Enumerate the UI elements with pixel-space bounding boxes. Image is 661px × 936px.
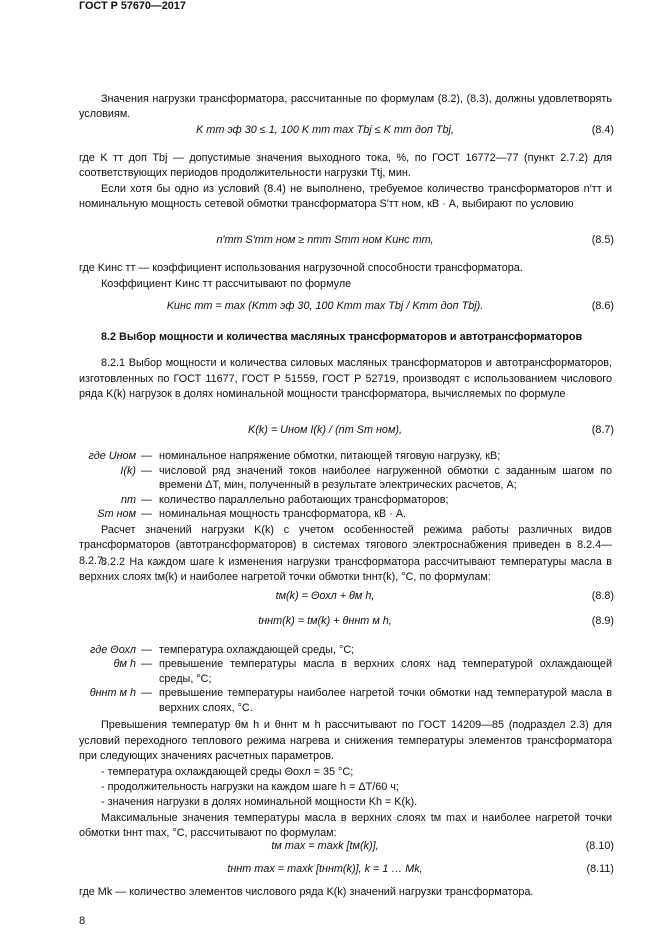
paragraph-6: 8.2.2 На каждом шаге k изменения нагрузки трансформатора рассчитывают температуры масла в верхних слоях tм(k) и наиболее нагретой точки обмотки tннт(k), °С, по формулам: xyxy=(79,555,612,583)
definition-dash: — xyxy=(141,450,152,463)
formula-8-7-number: (8.7) xyxy=(591,423,614,436)
formula-8-5: n′тт S′тт ном ≥ nтт Sтт ном Kинс тт, xyxy=(216,234,434,247)
definition-text: превышение температуры наиболее нагретой точки обмотки над температурой масла в верхних слоях, °С. xyxy=(159,687,612,714)
definition-row xyxy=(79,493,612,508)
definition-text: номинальная мощность трансформатора, кВ · А. xyxy=(159,508,407,521)
definition-dash: — xyxy=(141,658,152,671)
definition-8-4: где K тт доп Tbj — допустимые значения выходного тока, %, по ГОСТ 16772—77 (пункт 2.7.2) для соответствующих периодов продолжительности нагрузки Ttj, мин. xyxy=(79,151,612,180)
formula-8-5-number: (8.5) xyxy=(591,234,614,247)
definition-dash: — xyxy=(141,508,152,521)
formula-8-10: tм max = maxk [tм(k)], xyxy=(271,840,379,852)
formula-8-10-number: (8.10) xyxy=(585,840,614,852)
definition-row xyxy=(79,686,612,715)
definition-text: температура охлаждающей среды, °С; xyxy=(159,643,355,656)
definition-symbol: I(k) xyxy=(120,464,136,477)
paragraph-5: Расчет значений нагрузки K(k) с учетом особенностей режима работы различных видов трансформаторов (автотрансформаторов) в системах тягового электроснабжения приведен в 8.2.4—8.2.7. xyxy=(79,523,612,567)
definition-symbol: где Θохл xyxy=(90,643,136,656)
definition-dash: — xyxy=(141,493,152,506)
definition-8-5: где Kинс тт — коэффициент использования нагрузочной способности трансформатора. xyxy=(79,262,523,275)
definition-text: номинальное напряжение обмотки, питающей тяговую нагрузку, кВ; xyxy=(159,450,501,463)
definition-symbol: где Uном xyxy=(88,450,136,463)
document-header: ГОСТ Р 57670—2017 xyxy=(79,0,186,12)
definition-dash: — xyxy=(141,687,152,700)
definition-row xyxy=(79,643,612,658)
definition-row xyxy=(79,657,612,686)
definition-dash: — xyxy=(141,643,152,656)
formula-8-7: K(k) = Uном I(k) / (nт Sт ном), xyxy=(247,423,402,436)
formula-8-9: tннт(k) = tм(k) + θннт м h, xyxy=(258,615,392,628)
definitions-8-7 xyxy=(79,449,612,522)
paragraph-2: Если хотя бы одно из условий (8.4) не выполнено, требуемое количество трансформаторов n′тт и номинальную мощность сетевой обмотки трансформатора S′тт ном, кВ · А, выбирают по условию xyxy=(79,182,612,211)
formula-8-9-number: (8.9) xyxy=(591,615,614,628)
definition-row xyxy=(79,464,612,493)
formula-8-6: Kинс тт = max (Kтт эф 30, 100 Kтт max Tbj / Kтт доп Tbj). xyxy=(166,300,484,312)
paragraph-3: Коэффициент Kинс тт рассчитывают по формуле xyxy=(101,277,352,290)
bullet-item: - значения нагрузки в долях номинальной мощности Kh = K(k). xyxy=(101,796,418,809)
definition-row xyxy=(79,507,612,522)
definition-symbol: θм h xyxy=(113,658,136,671)
formula-8-11-number: (8.11) xyxy=(586,863,614,876)
definition-text: количество параллельно работающих трансформаторов; xyxy=(159,493,449,506)
paragraph-7: Превышения температур θм h и θннт м h рассчитывают по ГОСТ 14209—85 (подраздел 2.3) для условий переходного теплового режима нагрева и снижения температуры элементов трансформатора при следующих значениях расчетных параметров. xyxy=(79,719,612,763)
section-heading-8-2: 8.2 Выбор мощности и количества масляных трансформаторов и автотрансформаторов xyxy=(101,331,583,343)
definitions-8-9 xyxy=(79,643,612,716)
definition-row xyxy=(79,449,612,464)
paragraph-1: Значения нагрузки трансформатора, рассчитанные по формулам (8.2), (8.3), должны удовлетворять условиям. xyxy=(79,92,612,121)
formula-8-6-number: (8.6) xyxy=(591,300,614,312)
paragraph-4: 8.2.1 Выбор мощности и количества силовых масляных трансформаторов и автотрансформаторов, изготовленных по ГОСТ 11677, ГОСТ Р 51559, ГОСТ Р 52719, производят с использованием числового ряда K(k) нагрузок в долях номинальной мощности трансформатора, вычисляемых по формуле xyxy=(79,357,612,401)
bullet-item: - температура охлаждающей среды Θохл = 35 °С; xyxy=(101,765,354,778)
formula-8-8: tм(k) = Θохл + θм h, xyxy=(275,590,375,603)
formula-8-8-number: (8.8) xyxy=(591,590,614,603)
paragraph-8: Максимальные значения температуры масла в верхних слоях tм max и наиболее нагретой точки обмотки tннт max, °С, рассчитывают по формулам: xyxy=(79,811,612,840)
definition-symbol: θннт м h xyxy=(89,687,136,700)
definition-symbol: nт xyxy=(120,493,136,506)
formula-8-4: K тт эф 30 ≤ 1, 100 K тт max Tbj ≤ K тт доп Tbj, xyxy=(196,123,454,136)
definition-dash: — xyxy=(141,464,152,477)
definition-symbol: Sт ном xyxy=(97,508,136,521)
formula-8-4-number: (8.4) xyxy=(591,123,614,136)
bullet-item: - продолжительность нагрузки на каждом шаге h = ΔT/60 ч; xyxy=(101,781,399,793)
paragraph-9: где Mk — количество элементов числового ряда K(k) значений нагрузки трансформатора. xyxy=(79,885,534,898)
definition-text: числовой ряд значений токов наиболее нагруженной обмотки с заданным шагом по времени ΔT, мин, полученный в результате электрических расчетов, А; xyxy=(159,464,612,492)
page-number: 8 xyxy=(79,915,86,927)
formula-8-11: tннт max = maxk [tннт(k)], k = 1 … Mk, xyxy=(227,863,423,876)
definition-text: превышение температуры масла в верхних слоях над температурой охлаждающей среды, °С; xyxy=(159,658,612,685)
